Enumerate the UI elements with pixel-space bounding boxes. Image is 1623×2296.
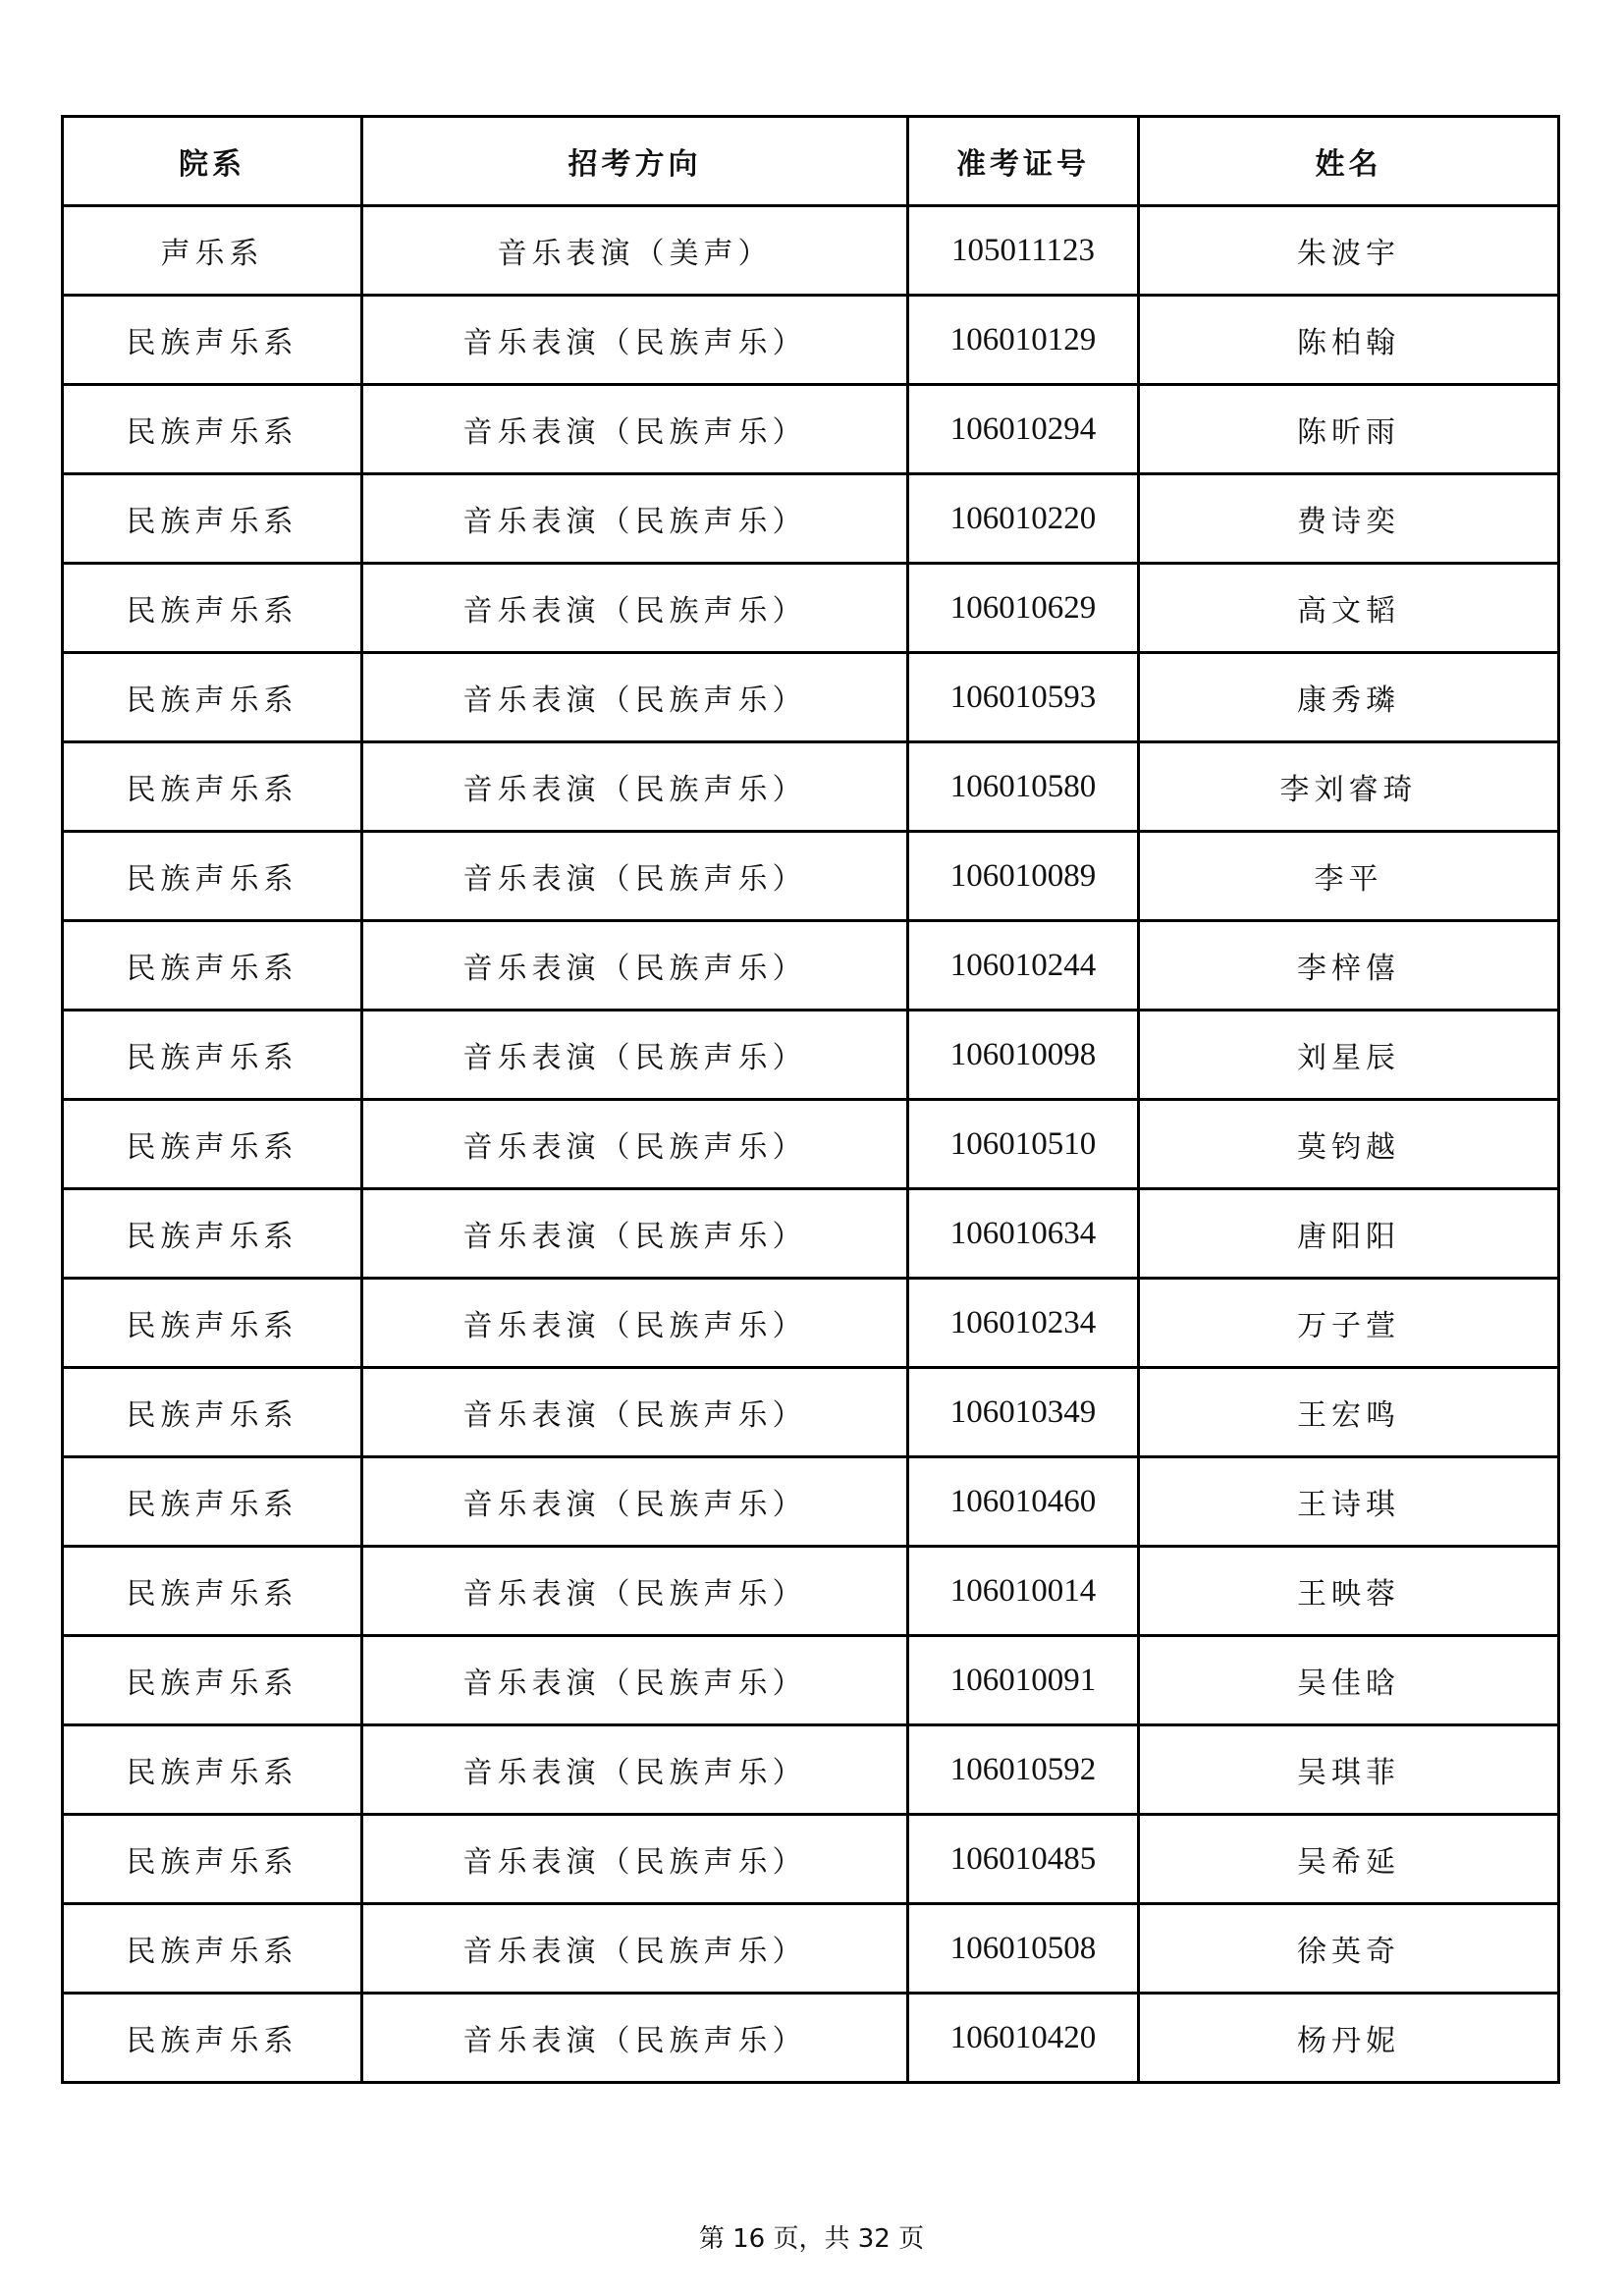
table-row	[63, 474, 1559, 564]
cell-exam-id: 105011123	[908, 206, 1139, 296]
cell-department: 民族声乐系	[63, 1011, 362, 1100]
table-row	[63, 1279, 1559, 1368]
cell-name: 唐阳阳	[1139, 1189, 1559, 1279]
cell-exam-id: 106010580	[908, 742, 1139, 832]
cell-direction: 音乐表演（民族声乐）	[362, 1636, 908, 1725]
table-row	[63, 1725, 1559, 1815]
table-row	[63, 653, 1559, 742]
cell-name: 陈柏翰	[1139, 296, 1559, 385]
cell-direction: 音乐表演（民族声乐）	[362, 832, 908, 921]
cell-name: 徐英奇	[1139, 1904, 1559, 1994]
cell-direction: 音乐表演（民族声乐）	[362, 564, 908, 653]
cell-exam-id: 106010634	[908, 1189, 1139, 1279]
cell-direction: 音乐表演（民族声乐）	[362, 1189, 908, 1279]
cell-department: 民族声乐系	[63, 1904, 362, 1994]
cell-department: 民族声乐系	[63, 832, 362, 921]
cell-direction: 音乐表演（民族声乐）	[362, 1904, 908, 1994]
cell-direction: 音乐表演（民族声乐）	[362, 921, 908, 1011]
table-row	[63, 1100, 1559, 1189]
cell-department: 民族声乐系	[63, 1994, 362, 2083]
table-row	[63, 1815, 1559, 1904]
cell-name: 王诗琪	[1139, 1457, 1559, 1547]
cell-direction: 音乐表演（民族声乐）	[362, 296, 908, 385]
cell-direction: 音乐表演（民族声乐）	[362, 385, 908, 474]
table-row	[63, 921, 1559, 1011]
cell-exam-id: 106010629	[908, 564, 1139, 653]
cell-exam-id: 106010091	[908, 1636, 1139, 1725]
cell-name: 李平	[1139, 832, 1559, 921]
cell-name: 王映蓉	[1139, 1547, 1559, 1636]
table-row	[63, 1011, 1559, 1100]
admission-roster-table	[61, 115, 1560, 2084]
cell-name: 高文韬	[1139, 564, 1559, 653]
header-exam-id: 准考证号	[908, 117, 1139, 206]
cell-direction: 音乐表演（民族声乐）	[362, 1368, 908, 1457]
cell-department: 民族声乐系	[63, 564, 362, 653]
cell-exam-id: 106010014	[908, 1547, 1139, 1636]
cell-department: 民族声乐系	[63, 921, 362, 1011]
table-row	[63, 385, 1559, 474]
table-row	[63, 206, 1559, 296]
cell-exam-id: 106010129	[908, 296, 1139, 385]
cell-direction: 音乐表演（美声）	[362, 206, 908, 296]
table-row	[63, 1904, 1559, 1994]
cell-department: 声乐系	[63, 206, 362, 296]
cell-direction: 音乐表演（民族声乐）	[362, 1100, 908, 1189]
cell-department: 民族声乐系	[63, 653, 362, 742]
cell-department: 民族声乐系	[63, 1100, 362, 1189]
cell-name: 吴希延	[1139, 1815, 1559, 1904]
cell-department: 民族声乐系	[63, 1725, 362, 1815]
cell-direction: 音乐表演（民族声乐）	[362, 653, 908, 742]
table-row	[63, 1368, 1559, 1457]
cell-exam-id: 106010420	[908, 1994, 1139, 2083]
table-row	[63, 832, 1559, 921]
cell-direction: 音乐表演（民族声乐）	[362, 1457, 908, 1547]
cell-name: 杨丹妮	[1139, 1994, 1559, 2083]
table-header-row	[63, 117, 1559, 206]
cell-exam-id: 106010244	[908, 921, 1139, 1011]
table-body	[63, 206, 1559, 2083]
cell-direction: 音乐表演（民族声乐）	[362, 1725, 908, 1815]
table-row	[63, 1636, 1559, 1725]
cell-name: 刘星辰	[1139, 1011, 1559, 1100]
cell-department: 民族声乐系	[63, 1636, 362, 1725]
cell-department: 民族声乐系	[63, 385, 362, 474]
cell-name: 李梓僖	[1139, 921, 1559, 1011]
cell-exam-id: 106010220	[908, 474, 1139, 564]
cell-direction: 音乐表演（民族声乐）	[362, 1279, 908, 1368]
table-row	[63, 1189, 1559, 1279]
cell-exam-id: 106010349	[908, 1368, 1139, 1457]
cell-direction: 音乐表演（民族声乐）	[362, 742, 908, 832]
cell-name: 吴佳晗	[1139, 1636, 1559, 1725]
cell-name: 康秀璘	[1139, 653, 1559, 742]
cell-exam-id: 106010234	[908, 1279, 1139, 1368]
cell-direction: 音乐表演（民族声乐）	[362, 1815, 908, 1904]
cell-name: 王宏鸣	[1139, 1368, 1559, 1457]
header-name: 姓名	[1139, 117, 1559, 206]
cell-name: 陈昕雨	[1139, 385, 1559, 474]
cell-name: 李刘睿琦	[1139, 742, 1559, 832]
cell-name: 莫钧越	[1139, 1100, 1559, 1189]
cell-exam-id: 106010485	[908, 1815, 1139, 1904]
table-row	[63, 1994, 1559, 2083]
cell-department: 民族声乐系	[63, 474, 362, 564]
cell-name: 费诗奕	[1139, 474, 1559, 564]
cell-exam-id: 106010593	[908, 653, 1139, 742]
cell-department: 民族声乐系	[63, 742, 362, 832]
cell-exam-id: 106010510	[908, 1100, 1139, 1189]
cell-exam-id: 106010294	[908, 385, 1139, 474]
cell-department: 民族声乐系	[63, 296, 362, 385]
cell-direction: 音乐表演（民族声乐）	[362, 1011, 908, 1100]
header-department: 院系	[63, 117, 362, 206]
cell-direction: 音乐表演（民族声乐）	[362, 1994, 908, 2083]
cell-exam-id: 106010460	[908, 1457, 1139, 1547]
cell-name: 万子萱	[1139, 1279, 1559, 1368]
cell-exam-id: 106010592	[908, 1725, 1139, 1815]
table-row	[63, 1547, 1559, 1636]
cell-department: 民族声乐系	[63, 1815, 362, 1904]
cell-direction: 音乐表演（民族声乐）	[362, 1547, 908, 1636]
page-number-footer: 第 16 页，共 32 页	[698, 2224, 925, 2254]
header-direction: 招考方向	[362, 117, 908, 206]
cell-exam-id: 106010098	[908, 1011, 1139, 1100]
cell-name: 朱波宇	[1139, 206, 1559, 296]
cell-exam-id: 106010089	[908, 832, 1139, 921]
cell-department: 民族声乐系	[63, 1279, 362, 1368]
cell-exam-id: 106010508	[908, 1904, 1139, 1994]
cell-direction: 音乐表演（民族声乐）	[362, 474, 908, 564]
cell-department: 民族声乐系	[63, 1547, 362, 1636]
table-row	[63, 296, 1559, 385]
table-row	[63, 1457, 1559, 1547]
cell-department: 民族声乐系	[63, 1368, 362, 1457]
table-row	[63, 564, 1559, 653]
cell-name: 吴琪菲	[1139, 1725, 1559, 1815]
cell-department: 民族声乐系	[63, 1457, 362, 1547]
table-row	[63, 742, 1559, 832]
cell-department: 民族声乐系	[63, 1189, 362, 1279]
